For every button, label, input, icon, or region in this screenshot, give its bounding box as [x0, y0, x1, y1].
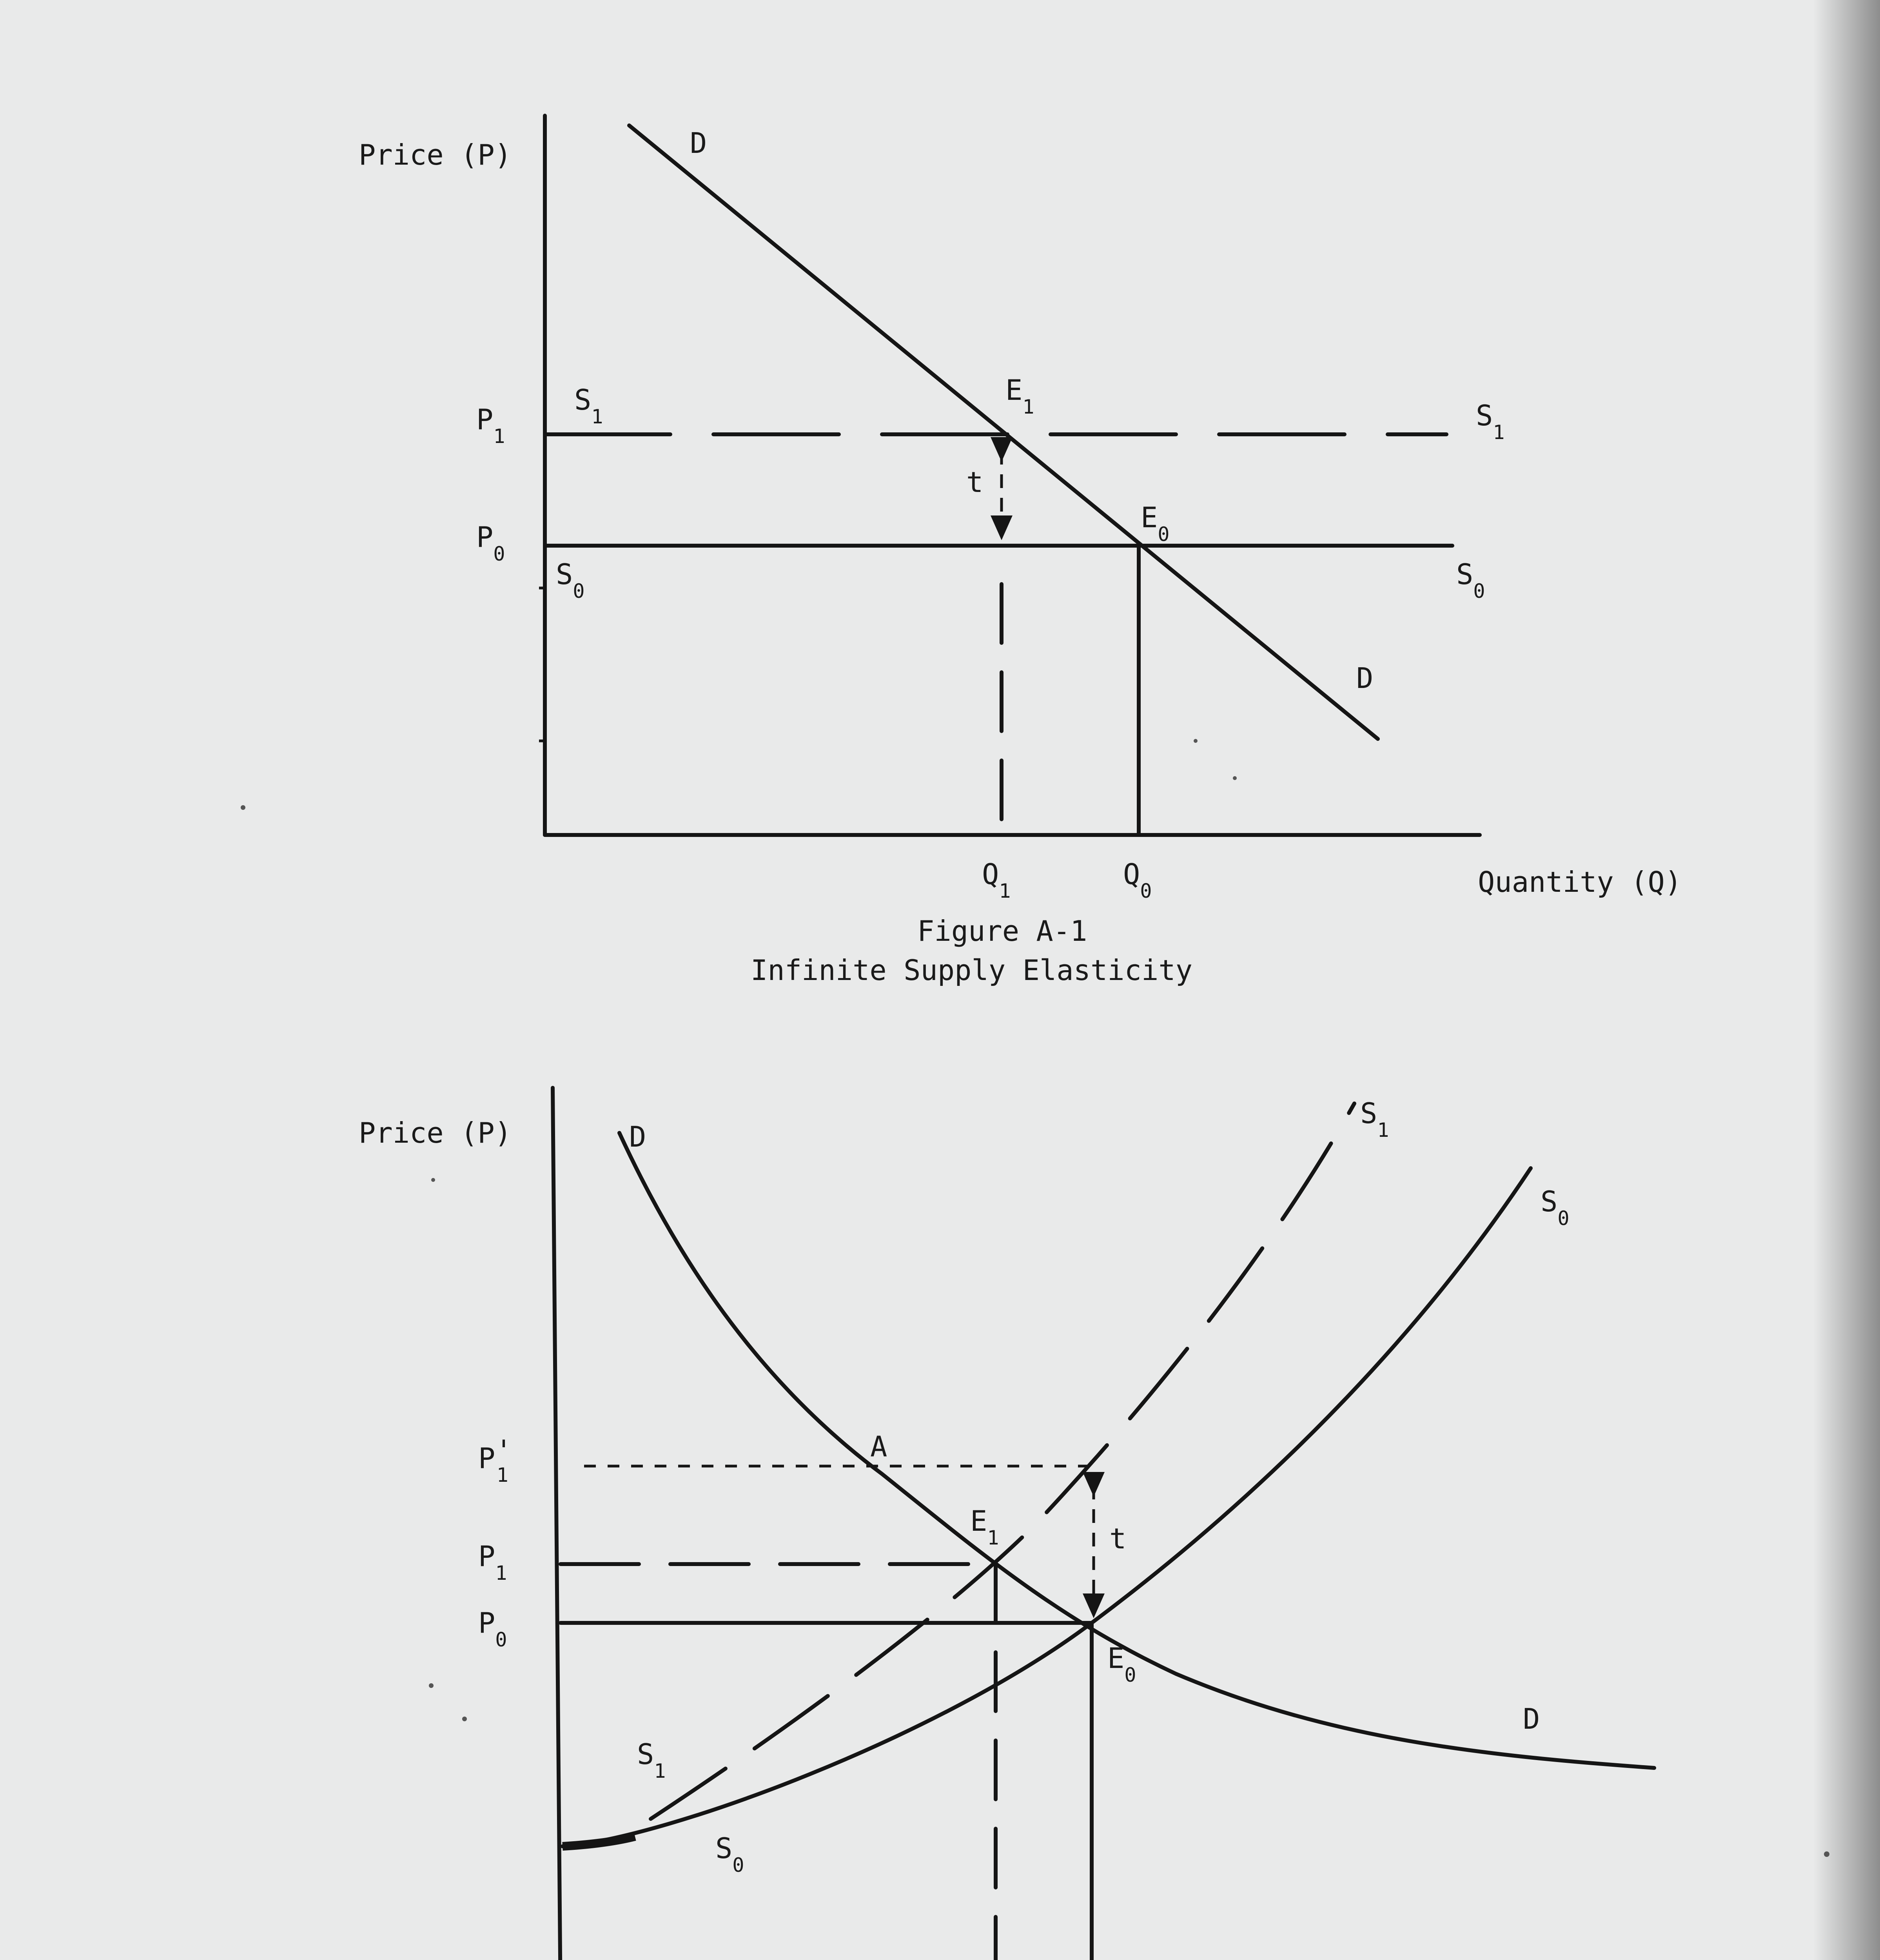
fig2-supply1-label-top: $S_1$ — [1360, 1097, 1389, 1142]
fig1-demand-label-top: D — [690, 127, 707, 160]
fig1-x-axis-label: Quantity (Q) — [1478, 866, 1682, 898]
fig2-supply1-curve — [651, 1103, 1354, 1819]
fig1-point-e0: $E_0$ — [1141, 501, 1170, 546]
fig2-point-e0: $E_0$ — [1107, 1642, 1136, 1686]
fig2-price-tick-p0: $P_0$ — [478, 1606, 507, 1651]
fig1-demand-label-bottom: D — [1356, 662, 1374, 695]
fig2-price-tick-p1: $P_1$ — [478, 1540, 507, 1584]
fig1-price-tick-p1: $P_1$ — [476, 403, 505, 448]
fig1-supply1-label-right: $S_1$ — [1476, 399, 1505, 444]
fig1-point-e1: $E_1$ — [1005, 374, 1034, 418]
fig2-supply1-label-bottom: $S_1$ — [637, 1738, 666, 1782]
fig2-demand-curve — [619, 1133, 1654, 1768]
fig1-supply0-label-left: $S_0$ — [556, 558, 585, 603]
fig2-supply0-thick-start — [563, 1837, 635, 1846]
fig2-demand-label-top: D — [629, 1120, 646, 1153]
fig1-caption-subtitle: Infinite Supply Elasticity — [751, 954, 1193, 987]
fig2-y-axis-label: Price (P) — [359, 1116, 512, 1149]
figure-a1 — [359, 116, 1682, 987]
fig2-y-axis — [553, 1088, 561, 1960]
fig2-supply0-curve — [563, 1168, 1531, 1846]
fig1-y-axis-label: Price (P) — [359, 138, 512, 171]
fig2-tax-label: t — [1109, 1522, 1127, 1555]
fig2-point-e1: $E_1$ — [970, 1504, 999, 1549]
fig1-caption-title: Figure A-1 — [917, 915, 1087, 947]
fig1-supply1-label-left: $S_1$ — [574, 383, 603, 428]
fig1-tax-label: t — [966, 466, 984, 499]
fig1-price-tick-p0: $P_0$ — [476, 521, 505, 565]
fig2-demand-label-bottom: D — [1523, 1702, 1540, 1735]
fig2-price-tick-p1-prime: P' 1 — [478, 1434, 512, 1486]
fig1-quantity-tick-q1: $Q_1$ — [982, 858, 1011, 902]
fig1-quantity-tick-q0: $Q_0$ — [1123, 858, 1152, 902]
fig1-demand-line — [629, 125, 1378, 739]
fig1-supply0-label-right: $S_0$ — [1456, 558, 1485, 603]
fig2-point-a: A — [870, 1430, 887, 1463]
fig2-supply0-label-top: $S_0$ — [1541, 1185, 1570, 1230]
fig2-supply0-label-bottom: $S_0$ — [715, 1832, 744, 1877]
figure-a2 — [359, 1088, 1701, 1960]
